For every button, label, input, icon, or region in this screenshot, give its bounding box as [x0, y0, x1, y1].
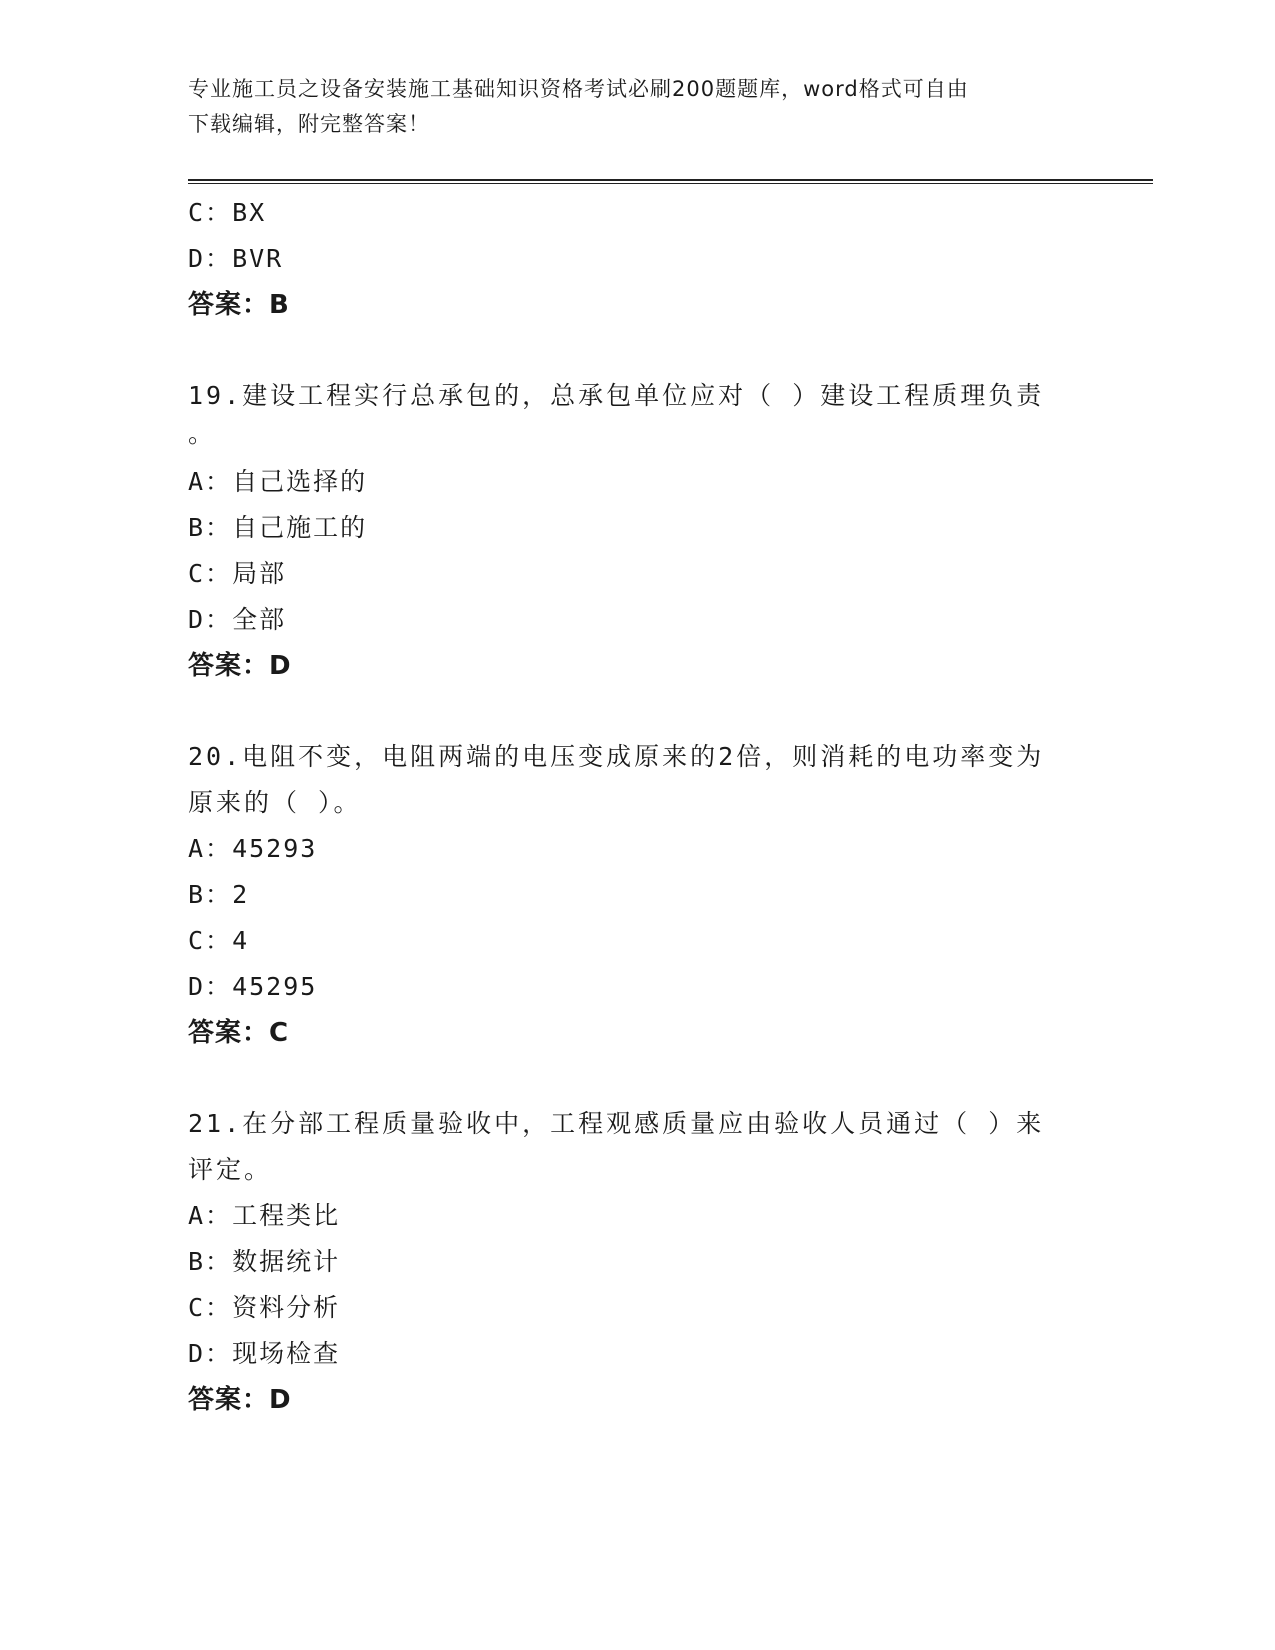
question-20 [188, 734, 1148, 1056]
option-label: A： [188, 467, 233, 496]
option-label: B： [188, 880, 233, 909]
option-b [188, 872, 1148, 918]
option-b [188, 505, 1148, 551]
answer-line: 答案：B [188, 290, 290, 320]
option-d [188, 236, 1148, 282]
option-label: A： [188, 1201, 233, 1230]
question-text-line-1: 19.建设工程实行总承包的，总承包单位应对（ ）建设工程质理负责 [188, 381, 1045, 410]
question-text-line-2: 原来的（ ）。 [188, 788, 362, 817]
question-text-line-1: 21.在分部工程质量验收中，工程观感质量应由验收人员通过（ ）来 [188, 1109, 1045, 1138]
option-label: D： [188, 605, 233, 634]
option-label: D： [188, 1339, 233, 1368]
option-text: 现场检查 [232, 1339, 341, 1368]
option-label: C： [188, 198, 233, 227]
answer-line: 答案：D [188, 651, 292, 681]
option-label: B： [188, 1247, 233, 1276]
option-text: 45293 [232, 834, 318, 863]
question-19 [188, 373, 1148, 689]
option-label: C： [188, 559, 233, 588]
document-header [188, 72, 1088, 142]
option-text: BX [232, 198, 267, 227]
carryover-block [188, 190, 1148, 328]
question-text-line-1: 20.电阻不变，电阻两端的电压变成原来的2倍，则消耗的电功率变为 [188, 742, 1045, 771]
option-d [188, 964, 1148, 1010]
option-a [188, 826, 1148, 872]
option-text: 资料分析 [232, 1293, 341, 1322]
option-c [188, 551, 1148, 597]
option-text: 自己施工的 [232, 513, 368, 542]
question-text-line-2: 评定。 [188, 1155, 273, 1184]
option-text: 全部 [232, 605, 287, 634]
option-a [188, 459, 1148, 505]
option-text: BVR [232, 244, 284, 273]
option-label: A： [188, 834, 233, 863]
header-title-line-2: 下载编辑，附完整答案！ [188, 112, 430, 136]
option-d [188, 1331, 1148, 1377]
option-c [188, 918, 1148, 964]
option-d [188, 597, 1148, 643]
option-text: 工程类比 [232, 1201, 341, 1230]
header-divider [188, 179, 1153, 184]
option-c [188, 190, 1148, 236]
option-text: 2 [232, 880, 250, 909]
option-text: 4 [232, 926, 250, 955]
option-text: 局部 [232, 559, 287, 588]
answer-line: 答案：C [188, 1018, 290, 1048]
option-label: C： [188, 926, 233, 955]
question-text-line-2: 。 [188, 419, 217, 448]
option-text: 自己选择的 [232, 467, 368, 496]
option-label: C： [188, 1293, 233, 1322]
option-label: D： [188, 972, 233, 1001]
option-label: D： [188, 244, 233, 273]
option-c [188, 1285, 1148, 1331]
option-b [188, 1239, 1148, 1285]
option-text: 数据统计 [232, 1247, 341, 1276]
header-title-line-1: 专业施工员之设备安装施工基础知识资格考试必刷200题题库，word格式可自由 [188, 77, 969, 101]
question-21 [188, 1101, 1148, 1423]
option-label: B： [188, 513, 233, 542]
answer-line: 答案：D [188, 1385, 292, 1415]
question-list [188, 190, 1148, 1423]
option-text: 45295 [232, 972, 318, 1001]
option-a [188, 1193, 1148, 1239]
